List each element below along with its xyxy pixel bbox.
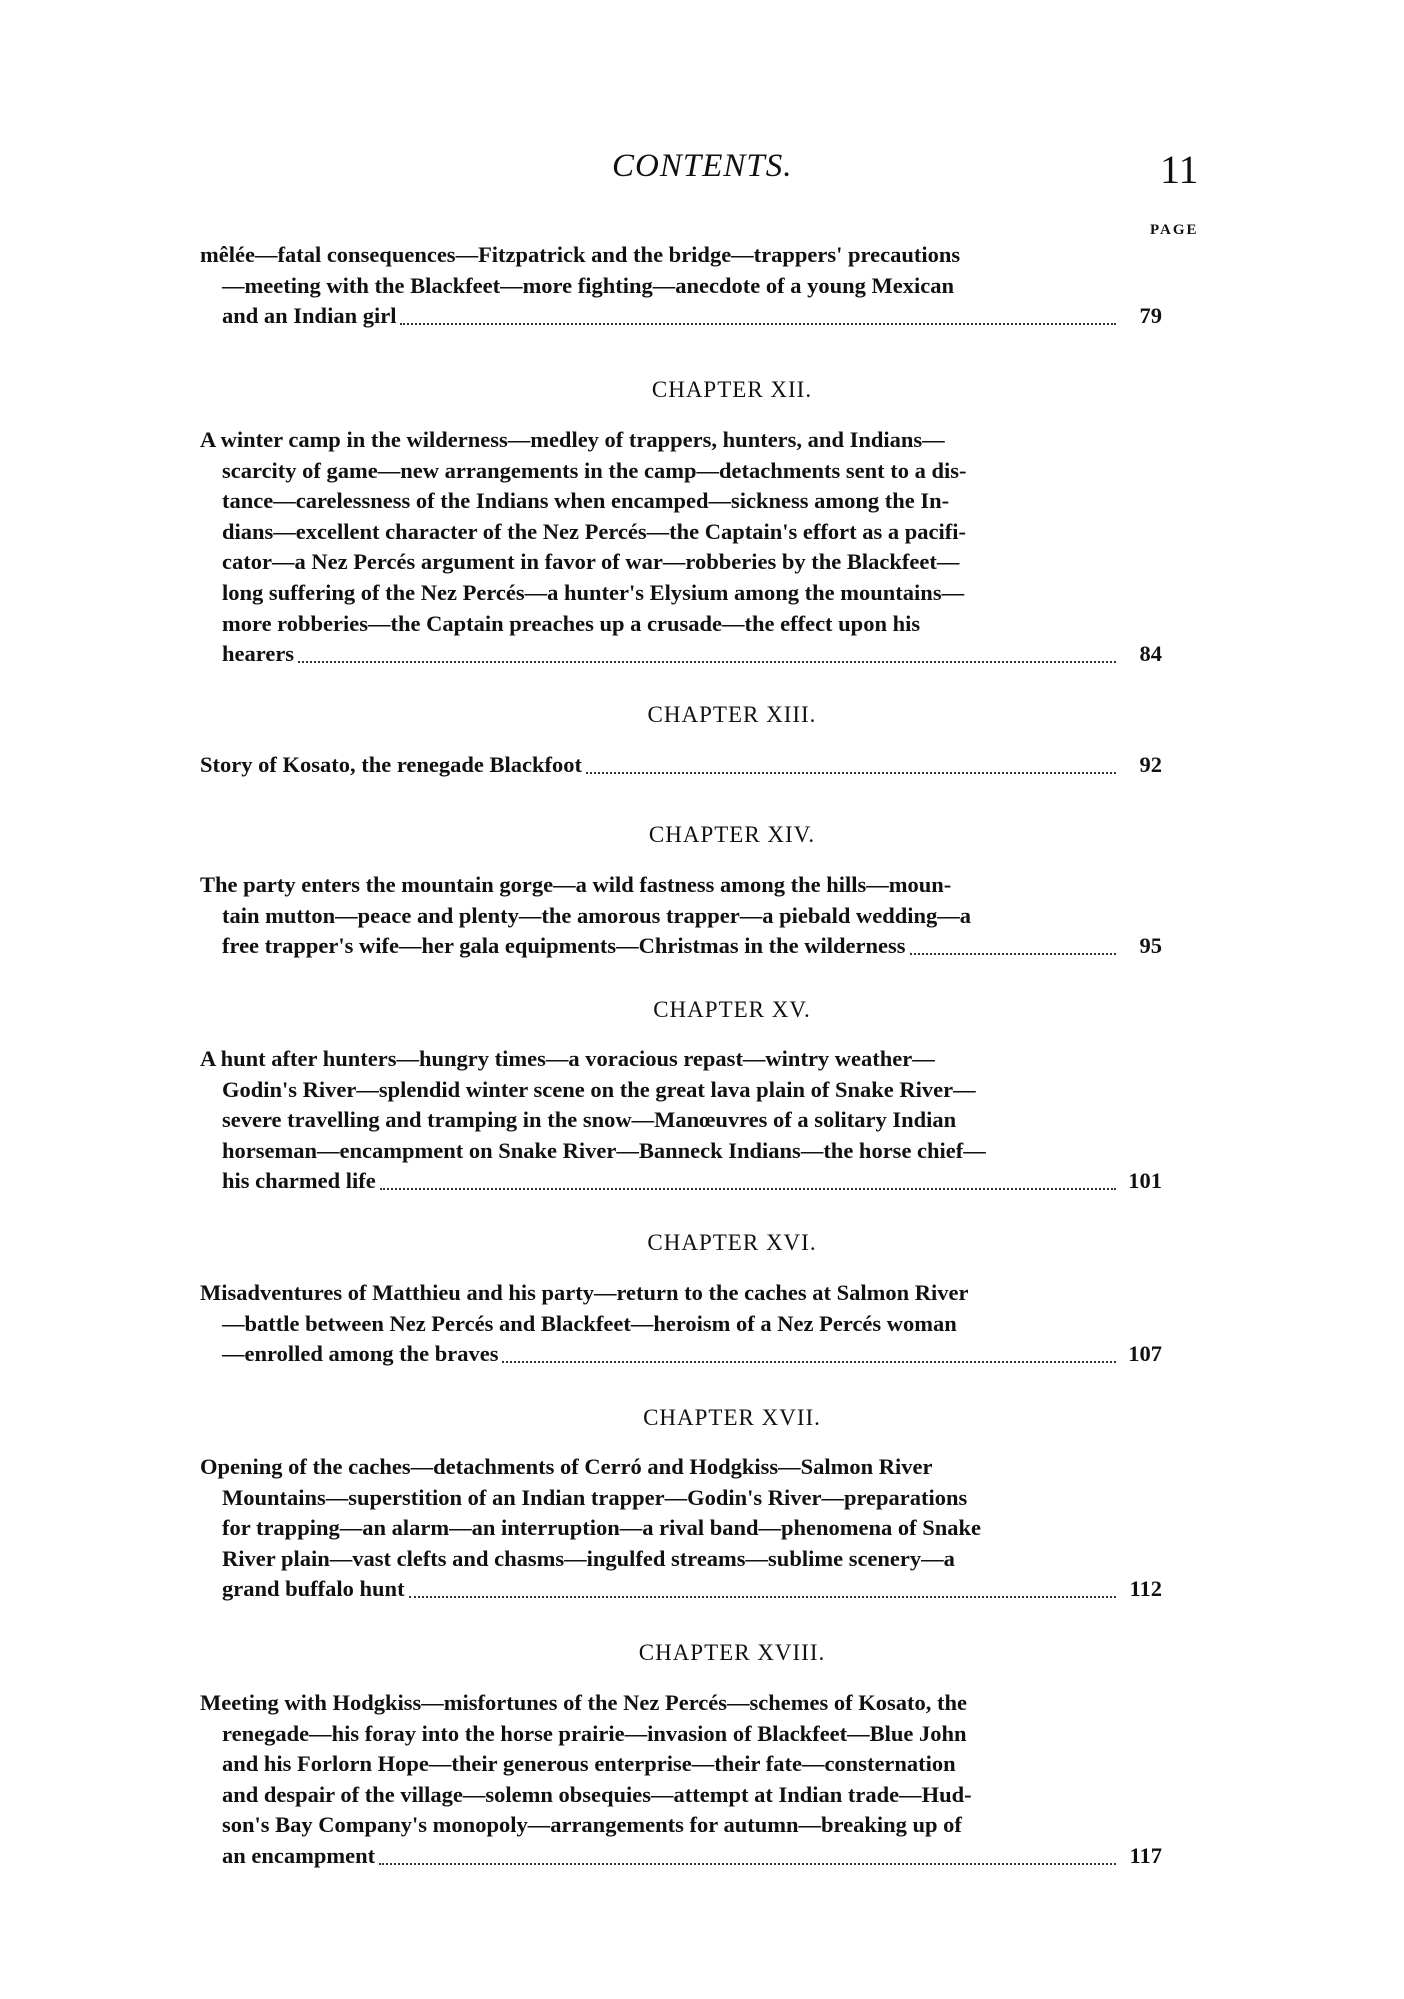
- toc-line: —meeting with the Blackfeet—more fighting—anecdote of a young Mexican: [222, 272, 954, 298]
- toc-line: scarcity of game—new arrangements in the camp—detachments sent to a dis-: [222, 457, 967, 483]
- toc-entry-chapter-xviii: [200, 1688, 1162, 1872]
- toc-line: for trapping—an alarm—an interruption—a rival band—phenomena of Snake: [222, 1515, 982, 1541]
- chapter-heading-xv-wrap: [0, 997, 1404, 1023]
- chapter-heading-xviii-wrap: [0, 1640, 1404, 1666]
- toc-last-line: [200, 1574, 1162, 1605]
- toc-last-line: [200, 931, 1162, 962]
- running-title: CONTENTS.: [612, 148, 793, 184]
- chapter-heading-xiv-wrap: [0, 822, 1404, 848]
- toc-line: more robberies—the Captain preaches up a crusade—the effect upon his: [222, 610, 921, 636]
- dot-leader: [400, 323, 1116, 325]
- toc-page-ref: 117: [1129, 1842, 1162, 1868]
- chapter-heading: CHAPTER XIV.: [648, 822, 816, 847]
- toc-line: hearers: [222, 641, 295, 667]
- toc-line: A hunt after hunters—hungry times—a voracious repast—wintry weather—: [200, 1046, 935, 1071]
- toc-page-ref: 107: [1128, 1341, 1162, 1367]
- toc-line: Misadventures of Matthieu and his party—return to the caches at Salmon River: [200, 1280, 969, 1305]
- chapter-heading-xvi-wrap: [0, 1230, 1404, 1256]
- toc-entry-continued: [200, 240, 1162, 332]
- toc-line: grand buffalo hunt: [222, 1576, 405, 1602]
- dot-leader: [298, 661, 1116, 663]
- toc-line: dians—excellent character of the Nez Percés—the Captain's effort as a pacifi-: [222, 518, 966, 544]
- toc-line: Mountains—superstition of an Indian trapper—Godin's River—preparations: [222, 1484, 968, 1510]
- toc-line: Opening of the caches—detachments of Cerró and Hodgkiss—Salmon River: [200, 1454, 933, 1479]
- toc-page-ref: 92: [1139, 752, 1162, 777]
- chapter-heading: CHAPTER XVII.: [643, 1405, 821, 1430]
- toc-line: horseman—encampment on Snake River—Banneck Indians—the horse chief—: [222, 1137, 986, 1163]
- toc-entry-chapter-xiii: [200, 750, 1162, 781]
- toc-page-ref: 84: [1139, 641, 1162, 667]
- toc-last-line: [200, 639, 1162, 670]
- toc-last-line: [200, 301, 1162, 332]
- chapter-heading: CHAPTER XVI.: [647, 1230, 817, 1255]
- toc-line: A winter camp in the wilderness—medley of trappers, hunters, and Indians—: [200, 427, 945, 452]
- toc-line: Godin's River—splendid winter scene on the great lava plain of Snake River—: [222, 1076, 976, 1102]
- chapter-heading: CHAPTER XVIII.: [638, 1640, 826, 1665]
- toc-line: Story of Kosato, the renegade Blackfoot: [200, 752, 583, 777]
- toc-line: and an Indian girl: [222, 303, 397, 329]
- dot-leader: [380, 1188, 1116, 1190]
- chapter-heading-xii-wrap: [0, 377, 1404, 403]
- page-column-label: PAGE: [1150, 222, 1199, 238]
- toc-line: The party enters the mountain gorge—a wild fastness among the hills—moun-: [200, 872, 952, 897]
- toc-entry-chapter-xv: [200, 1044, 1162, 1197]
- chapter-heading: CHAPTER XV.: [653, 997, 811, 1022]
- toc-line: his charmed life: [222, 1168, 376, 1194]
- toc-line: tain mutton—peace and plenty—the amorous trapper—a piebald wedding—a: [222, 902, 972, 928]
- toc-line: tance—carelessness of the Indians when encamped—sickness among the In-: [222, 488, 950, 514]
- chapter-heading-xvii-wrap: [0, 1405, 1404, 1431]
- toc-last-line: [200, 750, 1162, 781]
- toc-line: free trapper's wife—her gala equipments—Christmas in the wilderness: [222, 933, 906, 959]
- toc-entry-chapter-xiv: [200, 870, 1162, 962]
- toc-line: —battle between Nez Percés and Blackfeet—heroism of a Nez Percés woman: [222, 1310, 957, 1336]
- page-number: 11: [1160, 147, 1199, 192]
- dot-leader: [379, 1863, 1116, 1865]
- chapter-heading: CHAPTER XIII.: [647, 702, 817, 727]
- toc-line: long suffering of the Nez Percés—a hunter's Elysium among the mountains—: [222, 579, 965, 605]
- toc-line: Meeting with Hodgkiss—misfortunes of the Nez Percés—schemes of Kosato, the: [200, 1690, 967, 1715]
- toc-line: cator—a Nez Percés argument in favor of war—robberies by the Blackfeet—: [222, 549, 960, 575]
- toc-last-line: [200, 1166, 1162, 1197]
- toc-page-ref: 112: [1129, 1576, 1162, 1602]
- toc-page-ref: 79: [1139, 303, 1162, 329]
- toc-last-line: [200, 1339, 1162, 1370]
- toc-page-ref: 101: [1128, 1168, 1162, 1194]
- toc-line: mêlée—fatal consequences—Fitzpatrick and the bridge—trappers' precautions: [200, 242, 961, 267]
- toc-last-line: [200, 1841, 1162, 1872]
- toc-entry-chapter-xvii: [200, 1452, 1162, 1605]
- toc-line: son's Bay Company's monopoly—arrangements for autumn—breaking up of: [222, 1812, 962, 1838]
- dot-leader: [409, 1596, 1116, 1598]
- chapter-heading: CHAPTER XII.: [651, 377, 813, 402]
- toc-entry-chapter-xvi: [200, 1278, 1162, 1370]
- toc-line: an encampment: [222, 1842, 376, 1868]
- chapter-heading-xiii-wrap: [0, 702, 1404, 728]
- dot-leader: [586, 772, 1116, 774]
- toc-page-ref: 95: [1139, 933, 1162, 959]
- toc-line: and despair of the village—solemn obsequies—attempt at Indian trade—Hud-: [222, 1781, 972, 1807]
- dot-leader: [502, 1361, 1116, 1363]
- toc-line: severe travelling and tramping in the snow—Manœuvres of a solitary Indian: [222, 1107, 957, 1133]
- toc-line: renegade—his foray into the horse prairie—invasion of Blackfeet—Blue John: [222, 1720, 967, 1746]
- toc-line: and his Forlorn Hope—their generous enterprise—their fate—consternation: [222, 1751, 956, 1777]
- toc-line: River plain—vast clefts and chasms—ingulfed streams—sublime scenery—a: [222, 1545, 955, 1571]
- toc-line: —enrolled among the braves: [222, 1341, 499, 1367]
- dot-leader: [910, 953, 1117, 955]
- toc-entry-chapter-xii: [200, 425, 1162, 670]
